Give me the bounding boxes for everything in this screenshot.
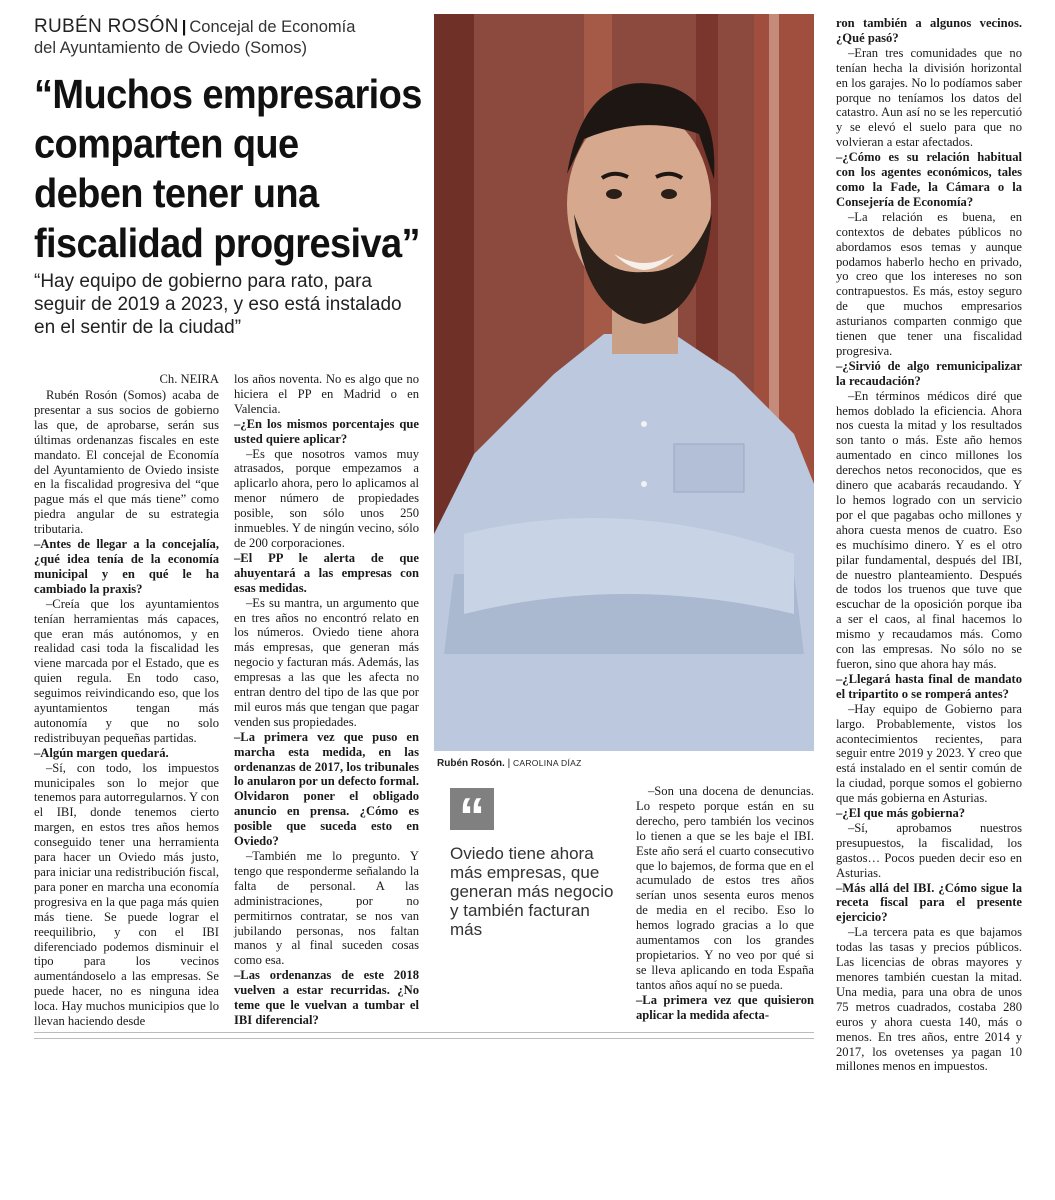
interviewee-role: Concejal de Economía <box>189 18 356 36</box>
pull-quote <box>450 788 615 939</box>
interview-question: –Más allá del IBI. ¿Cómo sigue la receta fiscal para el presente ejercicio? <box>836 880 1022 925</box>
body-paragraph: –Sí, aprobamos nuestros presupuestos, la fiscalidad, los gastos… Pocos pueden decir eso en Asturias. <box>836 820 1022 880</box>
interview-question: –¿El que más gobierna? <box>836 806 966 821</box>
interview-question: –El PP le alerta de que ahuyentará a las empresas con esas medidas. <box>234 550 419 595</box>
interview-question: –¿Llegará hasta final de mandato el tripartito o se romperá antes? <box>836 671 1022 701</box>
body-paragraph: Rubén Rosón (Somos) acaba de presentar a sus socios de gobierno las que, de aprobarse, serán sus últimas ordenanzas fiscales en este mandato. El concejal de Economía del Ayuntamiento de Oviedo insiste en la fiscalidad progresiva del “que pague más el que más tiene” como piedra angular de su estrategia tributaria. <box>34 388 219 537</box>
interview-question: –¿Sirvió de algo remunicipalizar la recaudación? <box>836 358 1022 388</box>
body-paragraph: –Son una docena de denuncias. Lo respeto porque están en su derecho, pero también los vecinos lo tienen a que se les baje el IBI. Este año será el cuarto consecutivo que lo bajemos, de forma que en el acumulado de estos tres años serían unos sesenta euros menos de media en el recibo. Eso lo hemos logrado gracias a lo que aumentamos con los grandes propietarios. Y no veo por qué si se lleva aplicando en toda España tantos años aquí no se pueda. <box>636 784 814 992</box>
interview-question: ron también a algunos vecinos. ¿Qué pasó? <box>836 16 1022 45</box>
caption-name: Rubén Rosón. <box>437 758 505 769</box>
body-paragraph: –En términos médicos diré que hemos doblado la eficiencia. Ahora nos cuesta la mitad y los resultados son tanto o más. Este año hemos aumentado en cinco millones los derechos netos reconocidos, que es dinero que acabarás recaudando. Y lo hemos logrado con un servicio por el que pagabas ocho millones y ahora cuesta menos de cuatro. Eso es muchísimo dinero. Y es el otro pilar fundamental, después del IBI, de nuestro planteamiento. Después de todos los truenos que tuve que escuchar de la oposición porque iba a ser el caos, al final hacemos lo mismo y recaudamos más. Como con las empresas. No sólo no se fueron, sino que ahora hay más. <box>836 388 1022 671</box>
bottom-rule <box>34 1032 814 1033</box>
headline-line: comparten que <box>34 121 299 168</box>
body-paragraph: –La relación es buena, en contextos de debates públicos no abordamos esos temas y aunque podamos haberlo hecho en privado, yo creo que los intereses no son contrapuestos. Es más, estoy seguro de que muchos empresarios asturianos comparten conmigo que tienen que tener una fiscalidad progresiva. <box>836 209 1022 358</box>
article-column-3 <box>636 784 814 1023</box>
interview-question: –La primera vez que puso en marcha esta medida, en las ordenanzas de 2017, los tribunales lo anularon por un defecto formal. Olvidaron poner el obligado anuncio en prensa. ¿Cómo es posible que suceda esto en Oviedo? <box>234 729 419 849</box>
body-paragraph: –Eran tres comunidades que no tenían hecha la división horizontal en los garajes. No lo podíamos saber porque no teníamos los datos del catastro. Aun así no se les repercutió y se elevó el suelo para que no volvieran a estar afectados. <box>836 45 1022 150</box>
body-paragraph: –La tercera pata es que bajamos todas las tasas y precios públicos. Las licencias de obras mayores y menores también cuestan la mitad. Una media, para una obra de unos 75 metros cuadrados, costaba 280 euros y ahora cuesta 140, más o menos. En tres años, entre 2014 y 2017, los ovetenses ya pagan 10 millones menos en impuestos. <box>836 925 1022 1074</box>
pull-quote-text: Oviedo tiene ahora más empresas, que generan más negocio y también facturan más <box>450 844 614 939</box>
subheadline: “Hay equipo de gobierno para rato, para seguir de 2019 a 2023, y eso está instalado en el sentir de la ciudad” <box>34 271 402 338</box>
headline-line: fiscalidad progresiva” <box>34 221 420 267</box>
portrait-photo <box>434 14 814 751</box>
body-paragraph: –Hay equipo de Gobierno para largo. Probablemente, vistos los acontecimientos recientes, para seguir entre 2019 y 2023. Y creo que está instalado en el sentir común de la ciudad, porque somos el gobierno que más gobierna en Asturias. <box>836 701 1022 806</box>
article-column-2 <box>234 372 419 1028</box>
author-credit: Ch. NEIRA <box>159 372 219 386</box>
interview-question: –Las ordenanzas de este 2018 vuelven a estar recurridas. ¿No teme que le vuelvan a tumbar el IBI diferencial? <box>234 968 419 1027</box>
body-paragraph: –Es su mantra, un argumento que en tres años no encontró relato en los números. Oviedo tiene ahora más empresas, que generan más negocio y facturan más. Además, las empresas a las que les afecta no entran dentro del tipo de las que por mil euros más que tengan que pagar venden sus propiedades. <box>234 595 419 729</box>
quote-mark-icon: “ <box>450 788 494 830</box>
body-paragraph: –Es que nosotros vamos muy atrasados, porque empezamos a aplicarlo ahora, pero lo aplicamos al menor número de propiedades posible, son sólo unos 250 inmuebles. Y de ningún vecino, sólo de 200 corporaciones. <box>234 446 419 550</box>
interview-question: –¿Cómo es su relación habitual con los agentes económicos, tales como la Fade, la Cámara o la Consejería de Economía? <box>836 150 1022 209</box>
body-paragraph: –Sí, con todo, los impuestos municipales son lo mejor que tenemos para autorregularnos. Y con el IBI, donde tenemos cierto margen, en estos tres años hemos conseguido tener una herramienta para hacer un Oviedo más justo, para iniciar una redistribución fiscal, para poner en marcha una economía progresiva en la que paga más quien más tiene. Se puede lograr el reequilibrio, y con el IBI diferenciado podemos disminuir el tipo para los vecinos aumentándoselo a las empresas. Se puede hacer, no es ninguna idea loca. Hay muchos municipios que lo llevan haciendo desde <box>34 760 219 1029</box>
portrait-illustration <box>434 14 814 751</box>
interview-question: –La primera vez que quisieron aplicar la medida afecta- <box>636 992 814 1022</box>
headline-line: “Muchos empresarios <box>34 72 422 118</box>
body-paragraph: los años noventa. No es algo que no hiciera el PP en Madrid o en Valencia. <box>234 372 419 416</box>
photo-caption <box>437 758 582 769</box>
interviewee-name: RUBÉN ROSÓN <box>34 16 179 37</box>
headline-line: deben tener una <box>34 171 319 217</box>
interview-question: –Antes de llegar a la concejalía, ¿qué idea tenía de la economía municipal y en qué le ha cambiado la praxis? <box>34 537 219 596</box>
interview-question: –¿En los mismos porcentajes que usted quiere aplicar? <box>234 416 419 446</box>
byline-separator: | <box>181 18 187 36</box>
interview-question: –Algún margen quedará. <box>34 745 169 760</box>
caption-separator: | <box>507 758 513 769</box>
body-paragraph: –Creía que los ayuntamientos tenían herramientas más capaces, que eran más autónomos, y en realidad casi toda la fiscalidad les viene marcada por el Estado, que es quien regula. En todo caso, seguimos reivindicando eso, que los ayuntamientos tengan más autonomía y que no solo redistribuyan pequeñas partidas. <box>34 596 219 745</box>
article-column-1 <box>34 388 219 1029</box>
interviewee-role-line2: del Ayuntamiento de Oviedo (Somos) <box>34 39 308 57</box>
bottom-rule <box>34 1038 814 1039</box>
photo-credit: CAROLINA DÍAZ <box>512 758 582 768</box>
body-paragraph: –También me lo pregunto. Y tengo que responderme señalando la falta de personal. A las administraciones, por no permitirnos contratar, se nos van jubilando personas, nos faltan manos y al final suceden cosas como esa. <box>234 849 419 968</box>
article-column-4 <box>836 16 1022 1074</box>
headline <box>34 70 434 269</box>
byline <box>34 16 434 59</box>
